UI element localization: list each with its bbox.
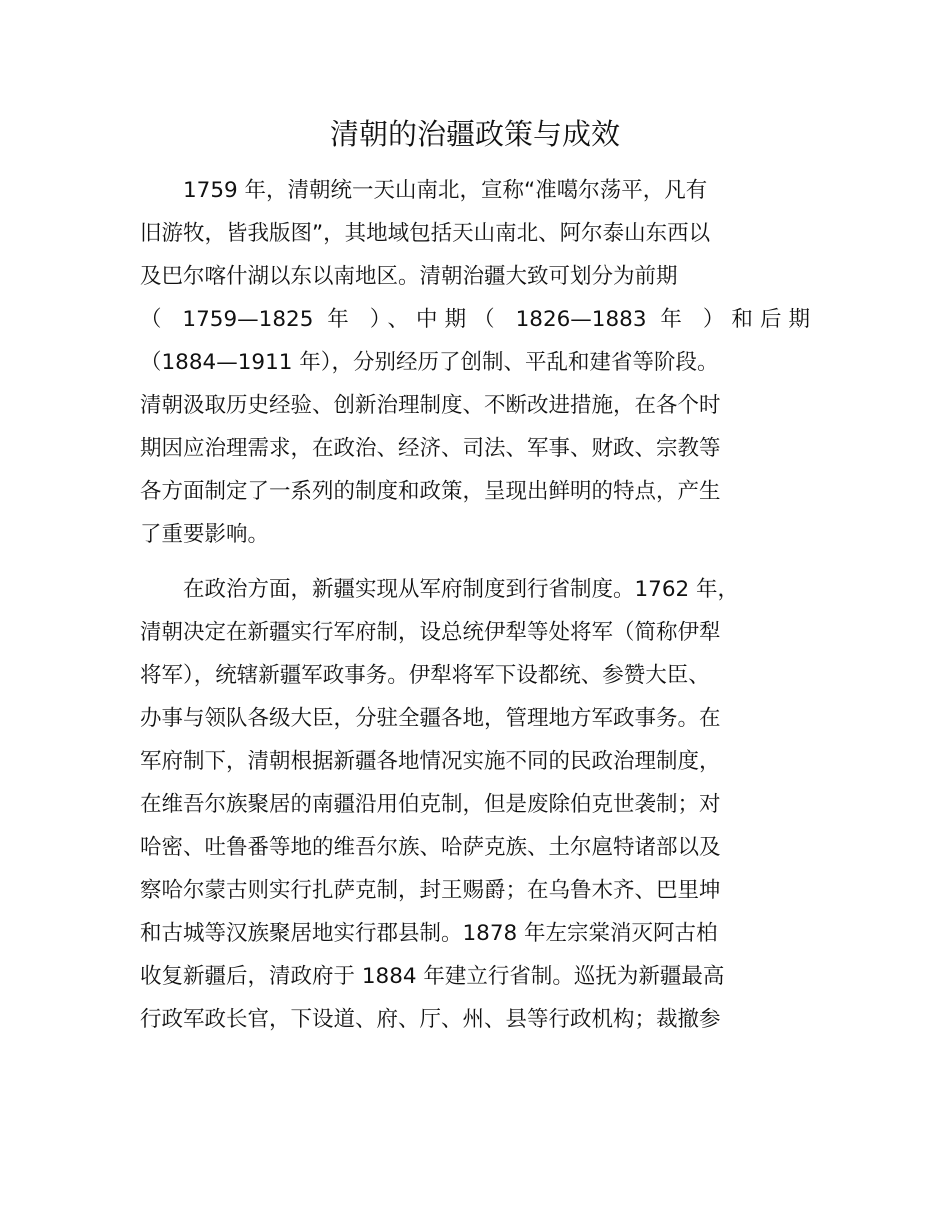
text-line: 哈密、吐鲁番等地的维吾尔族、哈萨克族、土尔扈特诸部以及 [140,835,721,860]
text-line: 在政治方面，新疆实现从军府制度到行省制度。1762 年， [140,577,740,602]
text-line: 行政军政长官，下设道、府、厅、州、县等行政机构；裁撤参 [140,1007,721,1032]
text-line: （1884—1911 年），分别经历了创制、平乱和建省等阶段。 [140,350,719,375]
text-line: 旧游牧，皆我版图”，其地域包括天山南北、阿尔泰山东西以 [140,221,711,246]
text-line: 和古城等汉族聚居地实行郡县制。1878 年左宗棠消灭阿古柏 [140,921,718,946]
text-line: 1759 年，清朝统一天山南北，宣称“准噶尔荡平，凡有 [140,178,708,203]
text-line: 办事与领队各级大臣，分驻全疆各地，管理地方军政事务。在 [140,706,721,731]
text-line: 各方面制定了一系列的制度和政策，呈现出鲜明的特点，产生 [140,479,721,504]
text-line: 清朝汲取历史经验、创新治理制度、不断改进措施，在各个时 [140,393,721,418]
text-line: 在维吾尔族聚居的南疆沿用伯克制，但是废除伯克世袭制；对 [140,792,721,817]
text-line: 及巴尔喀什湖以东以南地区。清朝治疆大致可划分为前期 [140,264,678,289]
text-line: 清朝决定在新疆实行军府制，设总统伊犁等处将军（简称伊犁 [140,620,721,645]
text-line: 收复新疆后，清政府于 1884 年建立行省制。巡抚为新疆最高 [140,964,725,989]
text-line: 了重要影响。 [140,522,270,547]
text-line: 期因应治理需求，在政治、经济、司法、军事、财政、宗教等 [140,436,721,461]
text-line: 将军），统辖新疆军政事务。伊犁将军下设都统、参赞大臣、 [140,663,710,688]
page-title: 清朝的治疆政策与成效 [329,117,620,151]
text-line: 军府制下，清朝根据新疆各地情况实施不同的民政治理制度， [140,749,721,774]
text-line: （ 1759—1825 年 ）、中期（ 1826—1883 年 ）和后期 [140,307,810,332]
text-line: 察哈尔蒙古则实行扎萨克制，封王赐爵；在乌鲁木齐、巴里坤 [140,878,721,903]
